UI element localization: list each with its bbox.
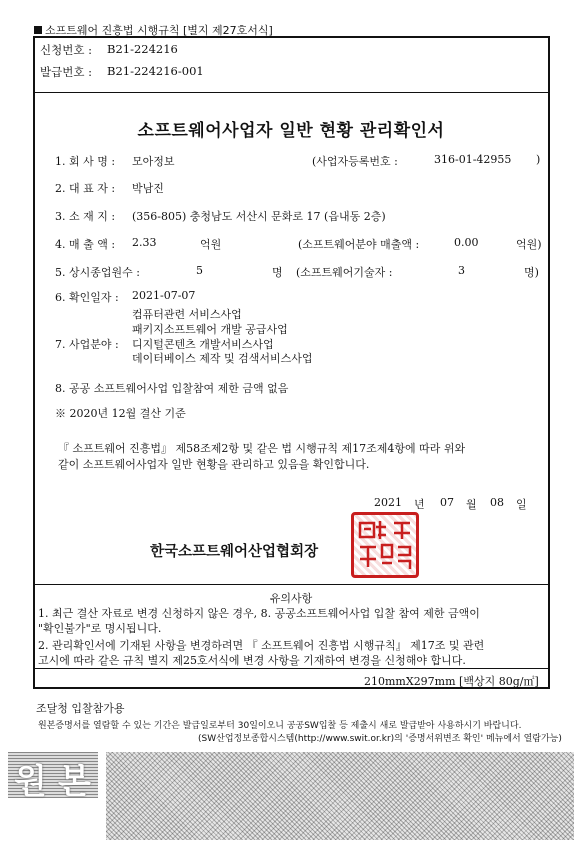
- application-no-label: 신청번호 :: [40, 43, 92, 57]
- business-item: 패키지소프트웨어 개발 공급사업: [132, 323, 288, 336]
- confirm-date-label: 6. 확인일자 :: [55, 291, 119, 304]
- date-day: 08: [490, 496, 504, 509]
- business-item: 데이터베이스 제작 및 검색서비스사업: [132, 352, 313, 365]
- issue-no-label: 발급번호 :: [40, 65, 92, 79]
- business-item: 컴퓨터관련 서비스사업: [132, 308, 242, 321]
- reg-no-label: (사업자등록번호 :: [312, 155, 398, 168]
- footer-notice: 원본증명서를 열람할 수 있는 기간은 발급일로부터 30일이오니 공공SW입찰 등 제출시 새로 발급받아 사용하시기 바랍니다.: [38, 721, 522, 731]
- footer-verify: (SW산업정보종합시스템(http://www.swit.or.kr)의 '증명서위변조 확인' 메뉴에서 열람가능): [198, 734, 562, 744]
- sales-value: 2.33: [132, 236, 157, 249]
- employees-value: 5: [196, 264, 203, 277]
- company-value: 모아정보: [132, 155, 175, 168]
- watermark-left: 원: [14, 762, 47, 802]
- official-seal-stamp: [351, 512, 419, 578]
- sw-tech-label: (소프트웨어기술자 :: [296, 266, 393, 279]
- date-day-unit: 일: [516, 498, 527, 511]
- basis-text: ※ 2020년 12월 결산 기준: [55, 407, 186, 420]
- original-watermark: [8, 752, 98, 802]
- date-year: 2021: [374, 496, 402, 509]
- ceo-label: 2. 대 표 자 :: [55, 182, 116, 195]
- confirm-date-value: 2021-07-07: [132, 289, 196, 302]
- note-2b: 고시에 따라 같은 규칙 별지 제25호서식에 변경 사항을 기재하여 변경을 신청해야 합니다.: [38, 654, 466, 667]
- date-year-unit: 년: [414, 498, 425, 511]
- address-value: (356-805) 충청남도 서산시 문화로 17 (읍내동 2층): [132, 210, 386, 223]
- square-bullet-icon: [34, 26, 42, 34]
- form-header: 소프트웨어 진흥법 시행규칙 [별지 제27호서식]: [34, 22, 273, 38]
- sw-sales-unit: 억원): [516, 238, 542, 251]
- date-month: 07: [440, 496, 454, 509]
- notes-divider: [33, 584, 550, 585]
- footer-purpose: 조달청 입찰참가용: [36, 702, 125, 715]
- document-title: 소프트웨어사업자 일반 현황 관리확인서: [137, 121, 445, 141]
- sales-label: 4. 매 출 액 :: [55, 238, 116, 251]
- issue-no-value: B21-224216-001: [107, 64, 204, 78]
- watermark-right: 본: [58, 762, 91, 802]
- reg-no-close: ): [536, 153, 541, 166]
- business-item: 디지털콘텐츠 개발서비스사업: [132, 338, 274, 351]
- note-1b: "확인불가"로 명시됩니다.: [38, 622, 162, 635]
- note-1a: 1. 최근 결산 자료로 변경 신청하지 않은 경우, 8. 공공소프트웨어사업 입찰 참여 제한 금액이: [38, 607, 480, 620]
- public-limit-text: 8. 공공 소프트웨어사업 입찰참여 제한 금액 없음: [55, 382, 289, 395]
- employees-label: 5. 상시종업원수 :: [55, 266, 140, 279]
- sw-sales-value: 0.00: [454, 236, 479, 249]
- address-label: 3. 소 재 지 :: [55, 210, 116, 223]
- employees-unit: 명: [272, 266, 283, 279]
- date-month-unit: 월: [466, 498, 477, 511]
- sw-sales-label: (소프트웨어분야 매출액 :: [298, 238, 420, 251]
- company-label: 1. 회 사 명 :: [55, 155, 116, 168]
- security-pattern: [106, 752, 574, 840]
- statement-line2: 같이 소프트웨어사업자 일반 현황을 관리하고 있음을 확인합니다.: [58, 458, 370, 471]
- note-2a: 2. 관리확인서에 기재된 사항을 변경하려면 『 소프트웨어 진흥법 시행규칙』 제17조 및 관련: [38, 639, 485, 652]
- sw-tech-value: 3: [458, 264, 465, 277]
- reg-no-value: 316-01-42955: [434, 153, 512, 166]
- sw-tech-unit: 명): [524, 266, 539, 279]
- header-divider: [33, 92, 550, 93]
- paper-size-divider: [33, 668, 550, 669]
- paper-size: 210mmX297mm [백상지 80g/㎡]: [364, 675, 539, 688]
- association-name: 한국소프트웨어산업협회장: [150, 544, 319, 560]
- statement-line1: 『 소프트웨어 진흥법』 제58조제2항 및 같은 법 시행규칙 제17조제4항에 따라 위와: [58, 442, 466, 455]
- application-no-value: B21-224216: [107, 42, 178, 56]
- notes-title: 유의사항: [269, 592, 313, 605]
- sales-unit: 억원: [200, 238, 222, 251]
- business-label: 7. 사업분야 :: [55, 338, 119, 351]
- ceo-value: 박남진: [132, 182, 164, 195]
